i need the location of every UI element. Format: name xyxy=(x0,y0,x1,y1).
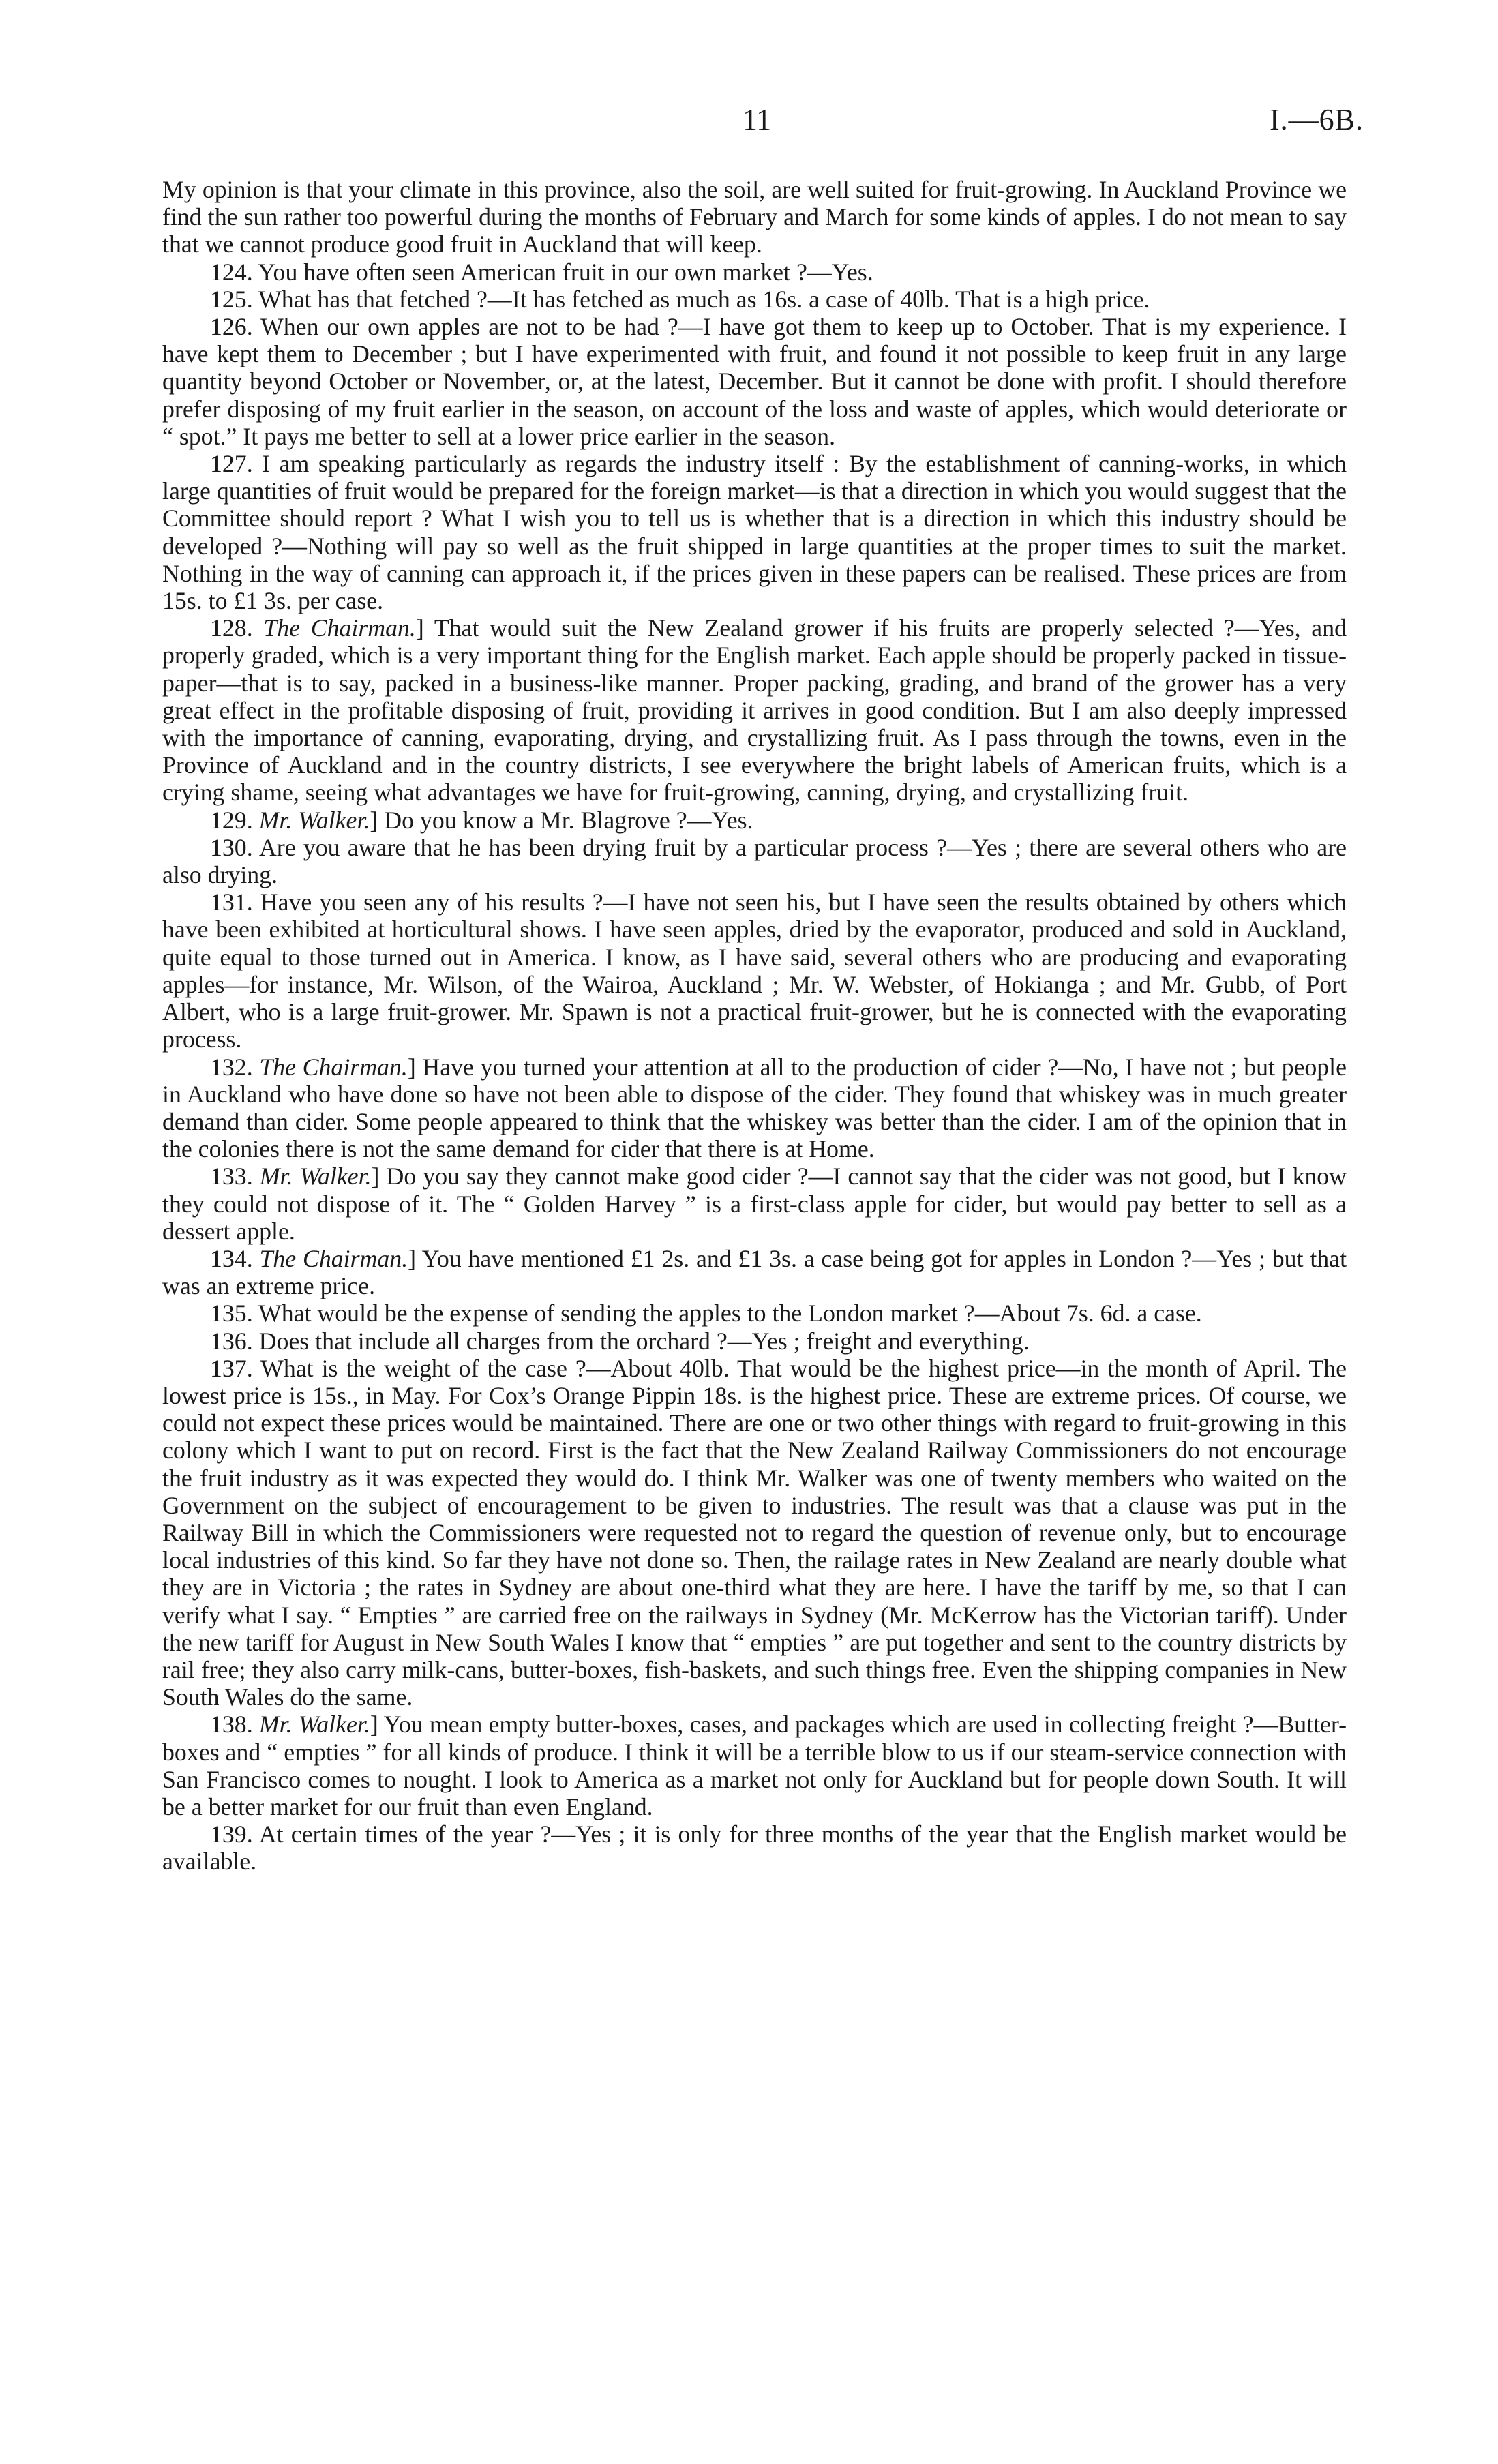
paragraph xyxy=(162,888,1347,1053)
paragraph-text: Do you say they cannot make good cider ?—I cannot say that the cider was not good, but I know they could not dispose of it. The “ Golden Harvey ” is a first-class apple for cider, but would pay better to sell as a dessert apple. xyxy=(162,1162,1347,1245)
paragraph: 133. Mr. Walker.] Do you say they cannot make good cider ?—I cannot say that the cider was not good, but I know they could not dispose of it. The “ Golden Harvey ” is a first-class apple for cider, but would pay better to sell as a dessert apple. xyxy=(162,1162,1347,1245)
paragraph-text: What would be the expense of sending the apples to the London market ?—About 7s. 6d. a case. xyxy=(258,1299,1202,1327)
paragraph-number: 128. xyxy=(210,614,253,642)
paragraph-number: 124. xyxy=(210,258,253,286)
paragraph-number: 130. xyxy=(210,833,253,861)
paragraph-number: 127. xyxy=(210,450,253,478)
paragraph-number: 125. xyxy=(210,285,253,313)
page-number: 11 xyxy=(742,103,772,136)
paragraph-text: Are you aware that he has been drying fruit by a particular process ?—Yes ; there are several others who are also drying. xyxy=(162,833,1347,889)
paragraph xyxy=(162,450,1347,614)
paragraph-number: 135. xyxy=(210,1299,253,1327)
paragraph-text: When our own apples are not to be had ?—I have got them to keep up to October. That is my experience. I have kept them to December ; but I have experimented with fruit, and found it not possible to keep fruit in any large quantity beyond October or November, or, at the latest, December. But it cannot be done with profit. I should therefore prefer disposing of my fruit earlier in the season, on account of the loss and waste of apples, which would deteriorate or “ spot.” It pays me better to sell at a lower price earlier in the season. xyxy=(162,313,1347,450)
paragraph-number: 131. xyxy=(210,888,253,916)
paragraph-text: You have often seen American fruit in our own market ?—Yes. xyxy=(258,258,873,286)
paragraph: 138. Mr. Walker.] You mean empty butter-boxes, cases, and packages which are used in collecting freight ?—Butter-boxes and “ empties ” for all kinds of produce. I think it will be a terrible blow to us if our steam-service connection with San Francisco comes to nought. I look to America as a market not only for Auckland but for people down South. It will be a better market for our fruit than even England. xyxy=(162,1711,1347,1820)
paragraph xyxy=(162,834,1347,888)
speaker: The Chairman. xyxy=(259,1244,408,1272)
paragraph xyxy=(162,286,1347,313)
paragraph-number: 133. xyxy=(210,1162,253,1190)
paragraph-number: 126. xyxy=(210,313,253,341)
paragraph-text: Does that include all charges from the orchard ?—Yes ; freight and everything. xyxy=(258,1327,1030,1355)
paragraph-text: Have you turned your attention at all to the production of cider ?—No, I have not ; but people in Auckland who have done so have not been able to dispose of the cider. They found that whiskey was in much greater demand than cider. Some people appeared to think that the whiskey was better than the cider. I am of the opinion that in the colonies there is not the same demand for cider that there is at Home. xyxy=(162,1053,1347,1163)
paragraph: 134. The Chairman.] You have mentioned £1 2s. and £1 3s. a case being got for apples in London ?—Yes ; but that was an extreme price. xyxy=(162,1244,1347,1300)
paragraph-text: Have you seen any of his results ?—I have not seen his, but I have seen the results obtained by others which have been exhibited at horticultural shows. I have seen apples, dried by the evaporator, produced and sold in Auckland, quite equal to those turned out in America. I know, as I have said, several others who are producing and evaporating apples—for instance, Mr. Wilson, of the Wairoa, Auckland ; Mr. W. Webster, of Hokianga ; and Mr. Gubb, of Port Albert, who is a large fruit-grower. Mr. Spawn is not a practical fruit-grower, but he is connected with the evaporating process. xyxy=(162,888,1347,1053)
paragraph-text: You mean empty butter-boxes, cases, and packages which are used in collecting freight ?—Butter-boxes and “ empties ” for all kinds of produce. I think it will be a terrible blow to us if our steam-service connection with San Francisco comes to nought. I look to America as a market not only for Auckland but for people down South. It will be a better market for our fruit than even England. xyxy=(162,1711,1347,1820)
speaker: Mr. Walker. xyxy=(258,1711,370,1739)
paragraph-text: I am speaking particularly as regards the industry itself : By the establishment of canning-works, in which large quantities of fruit would be prepared for the foreign market—is that a direction in which you would suggest that the Committee should report ? What I wish you to tell us is whether that is a direction in which this industry should be developed ?—Nothing will pay so well as the fruit shipped in large quantities at the proper times to suit the market. Nothing in the way of canning can approach it, if the prices given in these papers can be realised. These prices are from 15s. to £1 3s. per case. xyxy=(162,450,1347,615)
paragraph-text: My opinion is that your climate in this province, also the soil, are well suited for fruit-growing. In Auckland Province we find the sun rather too powerful during the months of February and March for some kinds of apples. I do not mean to say that we cannot produce good fruit in Auckland that will keep. xyxy=(162,176,1347,258)
paragraph-number: 129. xyxy=(210,806,253,834)
paragraph: 132. The Chairman.] Have you turned your attention at all to the production of cider ?—No, I have not ; but people in Auckland who have done so have not been able to dispose of the cider. They found that whiskey was in much greater demand than cider. Some people appeared to think that the whiskey was better than the cider. I am of the opinion that in the colonies there is not the same demand for cider that there is at Home. xyxy=(162,1053,1347,1163)
speaker: Mr. Walker. xyxy=(259,1162,372,1190)
paragraph-number: 137. xyxy=(210,1354,253,1382)
paragraph xyxy=(162,258,1347,286)
paragraph xyxy=(162,1820,1347,1875)
paragraph: 129. Mr. Walker.] Do you know a Mr. Blagrove ?—Yes. xyxy=(210,806,753,834)
paragraph xyxy=(162,1355,1347,1711)
paragraph-text: What is the weight of the case ?—About 40lb. That would be the highest price—in the month of April. The lowest price is 15s., in May. For Cox’s Orange Pippin 18s. is the highest price. These are extreme prices. Of course, we could not expect these prices would be maintained. There are one or two other things with regard to fruit-growing in this colony which I want to put on record. First is the fact that the New Zealand Railway Commissioners do not encourage the fruit industry as it was expected they would do. I think Mr. Walker was one of twenty members who waited on the Government on the subject of encouragement to be given to industries. The result was that a clause was put in the Railway Bill in which the Commissioners were requested not to regard the question of revenue only, but to encourage local industries of this kind. So far they have not done so. Then, the railage rates in New Zealand are nearly double what they are in Victoria ; the rates in Sydney are about one-third what they are here. I have the tariff by me, so that I can verify what I say. “ Empties ” are carried free on the railways in Sydney (Mr. McKerrow has the Victorian tariff). Under the new tariff for August in New South Wales I know that “ empties ” are put together and sent to the country districts by rail free; they also carry milk-cans, butter-boxes, fish-baskets, and such things free. Even the shipping companies in New South Wales do the same. xyxy=(162,1354,1347,1711)
paragraph-text: Do you know a Mr. Blagrove ?—Yes. xyxy=(384,806,753,834)
paragraph-text: At certain times of the year ?—Yes ; it is only for three months of the year that the English market would be available. xyxy=(162,1820,1347,1876)
page-body xyxy=(162,176,1347,1876)
paragraph-number: 134. xyxy=(210,1244,253,1272)
speaker: The Chairman. xyxy=(259,1053,408,1081)
paragraph-number: 138. xyxy=(210,1711,253,1739)
paragraph-text: That would suit the New Zealand grower if his fruits are properly selected ?—Yes, and properly graded, which is a very important thing for the English market. Each apple should be properly packed in tissue-paper—that is to say, packed in a business-like manner. Proper packing, grading, and brand of the grower has a very great effect in the profitable disposing of fruit, providing it arrives in good condition. But I am also deeply impressed with the importance of canning, evaporating, drying, and crystallizing fruit. As I pass through the towns, even in the Province of Auckland and in the country districts, I see everywhere the bright labels of American fruits, which is a crying shame, seeing what advantages we have for fruit-growing, canning, drying, and crystallizing fruit. xyxy=(162,614,1347,807)
speaker: The Chairman. xyxy=(263,614,416,642)
speaker: Mr. Walker. xyxy=(258,806,370,834)
paragraph xyxy=(162,176,1347,258)
paragraph-text: You have mentioned £1 2s. and £1 3s. a case being got for apples in London ?—Yes ; but that was an extreme price. xyxy=(162,1244,1347,1300)
paragraph xyxy=(162,313,1347,450)
paragraph-number: 132. xyxy=(210,1053,253,1081)
paragraph xyxy=(162,1327,1347,1355)
paragraph-number: 139. xyxy=(210,1820,253,1848)
paragraph xyxy=(162,1299,1347,1327)
paragraph-number: 136. xyxy=(210,1327,253,1355)
document-reference: I.—6B. xyxy=(1270,103,1364,136)
paragraph: 128. The Chairman.] That would suit the New Zealand grower if his fruits are properly selected ?—Yes, and properly graded, which is a very important thing for the English market. Each apple should be properly packed in tissue-paper—that is to say, packed in a business-like manner. Proper packing, grading, and brand of the grower has a very great effect in the profitable disposing of fruit, providing it arrives in good condition. But I am also deeply impressed with the importance of canning, evaporating, drying, and crystallizing fruit. As I pass through the towns, even in the Province of Auckland and in the country districts, I see everywhere the bright labels of American fruits, which is a crying shame, seeing what advantages we have for fruit-growing, canning, drying, and crystallizing fruit. xyxy=(162,614,1347,807)
paragraph-text: What has that fetched ?—It has fetched as much as 16s. a case of 40lb. That is a high price. xyxy=(258,285,1150,313)
